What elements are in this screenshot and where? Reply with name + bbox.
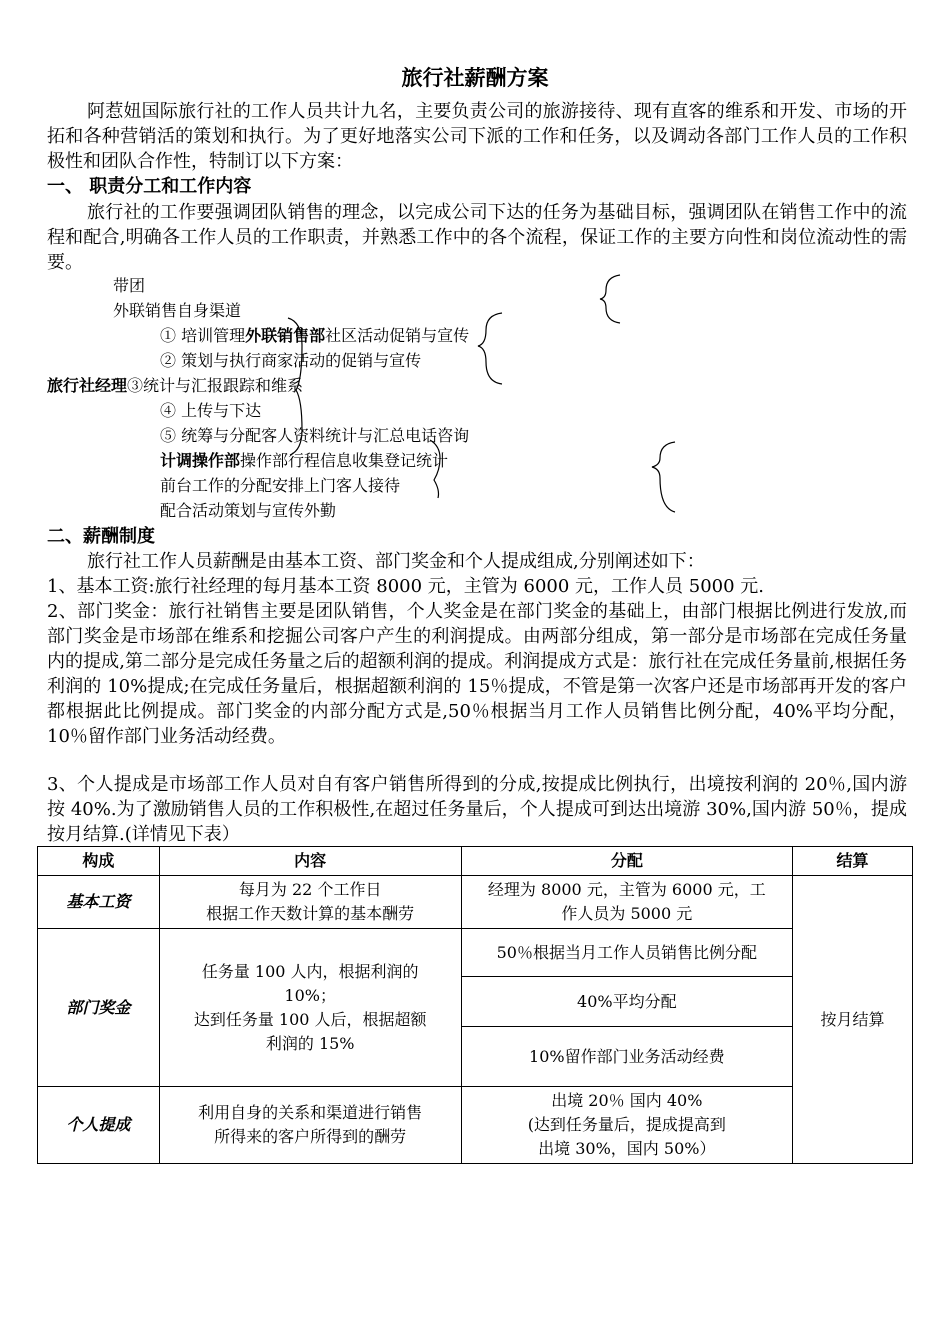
org-line-3: ① 培训管理外联销售部社区活动促销与宣传	[160, 326, 470, 345]
org-line-5: 旅行社经理③统计与汇报跟踪和维系	[47, 376, 304, 395]
row-label-basic: 基本工资	[38, 876, 160, 929]
section2-item-1: 1、基本工资:旅行社经理的每月基本工资 8000 元，主管为 6000 元，工作人员 5000 元.	[47, 576, 764, 597]
header-cell-settlement: 结算	[793, 847, 913, 876]
brace-manager-left	[288, 318, 302, 455]
cell-settlement: 按月结算	[793, 876, 913, 1164]
cell-personal-allocation: 出境 20％ 国内 40% (达到任务量后，提成提高到 出境 30%，国内 50%）	[461, 1087, 793, 1164]
table-row-dept-a	[38, 929, 913, 977]
section2-item-3: 3、个人提成是市场部工作人员对自有客户销售所得到的分成,按提成比例执行，出境按利润的 20％,国内游按 40%.为了激励销售人员的工作积极性,在超过任务量后，个人提成可到达出境游 30%,国内游 50％，提成按月结算.(详情见下表）	[47, 774, 907, 845]
cell-basic-allocation: 经理为 8000 元，主管为 6000 元，工 作人员为 5000 元	[461, 876, 793, 929]
org-line-1: 带团	[113, 276, 146, 295]
intro-paragraph: 阿惹妞国际旅行社的工作人员共计九名，主要负责公司的旅游接待、现有直客的维系和开发、市场的开拓和各种营销活的策划和执行。为了更好地落实公司下派的工作和任务，以及调动各部门工作人员的工作积极性和团队合作性，特制订以下方案：	[47, 101, 907, 172]
cell-dept-content: 任务量 100 人内，根据利润的 10%； 达到任务量 100 人后，根据超额 利润的 15%	[159, 929, 461, 1087]
cell-personal-content: 利用自身的关系和渠道进行销售 所得来的客户所得到的酬劳	[159, 1087, 461, 1164]
section1-heading: 一、 职责分工和工作内容	[47, 176, 252, 197]
org-line-7: ⑤ 统筹与分配客人资料统计与汇总电话咨询	[160, 426, 470, 445]
section2-heading: 二、薪酬制度	[47, 526, 155, 547]
brace-top-right	[600, 275, 620, 323]
table-header-row	[38, 847, 913, 876]
section2-item-2: 2、部门奖金：旅行社销售主要是团队销售，个人奖金是在部门奖金的基础上，由部门根据比例进行发放,而部门奖金是市场部在维系和挖掘公司客户产生的利润提成。由两部分组成，第一部分是市场部在完成任务量内的提成,第二部分是完成任务量之后的超额利润的提成。利润提成方式是：旅行社在完成任务量前,根据任务利润的 10%提成;在完成任务量后，根据超额利润的 15％提成，不管是第一次客户还是市场部再开发的客户都根据此比例提成。部门奖金的内部分配方式是,50％根据当月工作人员销售比例分配，40%平均分配，10％留作部门业务活动经费。	[47, 601, 907, 747]
cell-dept-allocation-c: 10%留作部门业务活动经费	[461, 1027, 793, 1087]
salary-table	[37, 846, 913, 1164]
table-row-basic	[38, 876, 913, 929]
page-title: 旅行社薪酬方案	[401, 65, 549, 90]
row-label-personal: 个人提成	[38, 1087, 160, 1164]
brace-ops-left	[430, 440, 440, 498]
org-line-6: ④ 上传与下达	[160, 401, 262, 420]
header-cell-content: 内容	[159, 847, 461, 876]
cell-basic-content: 每月为 22 个工作日 根据工作天数计算的基本酬劳	[159, 876, 461, 929]
org-line-4: ② 策划与执行商家活动的促销与宣传	[160, 351, 422, 370]
cell-dept-allocation-b: 40%平均分配	[461, 977, 793, 1027]
org-line-9: 前台工作的分配安排上门客人接待	[160, 476, 401, 495]
table-row-personal	[38, 1087, 913, 1164]
cell-dept-allocation-a: 50％根据当月工作人员销售比例分配	[461, 929, 793, 977]
header-cell-allocation: 分配	[461, 847, 793, 876]
brace-ops-dept	[652, 442, 675, 512]
header-cell-composition: 构成	[38, 847, 160, 876]
section2-lead: 旅行社工作人员薪酬是由基本工资、部门奖金和个人提成组成,分别阐述如下：	[87, 551, 705, 572]
org-line-10: 配合活动策划与宣传外勤	[160, 501, 337, 520]
brace-sales-dept	[478, 313, 502, 384]
row-label-dept: 部门奖金	[38, 929, 160, 1087]
org-line-8: 计调操作部操作部行程信息收集登记统计	[160, 451, 449, 470]
org-line-2: 外联销售自身渠道	[113, 301, 242, 320]
section1-body: 旅行社的工作要强调团队销售的理念，以完成公司下达的任务为基础目标，强调团队在销售工作中的流程和配合,明确各工作人员的工作职责，并熟悉工作中的各个流程，保证工作的主要方向性和岗位流动性的需要。	[47, 202, 907, 273]
